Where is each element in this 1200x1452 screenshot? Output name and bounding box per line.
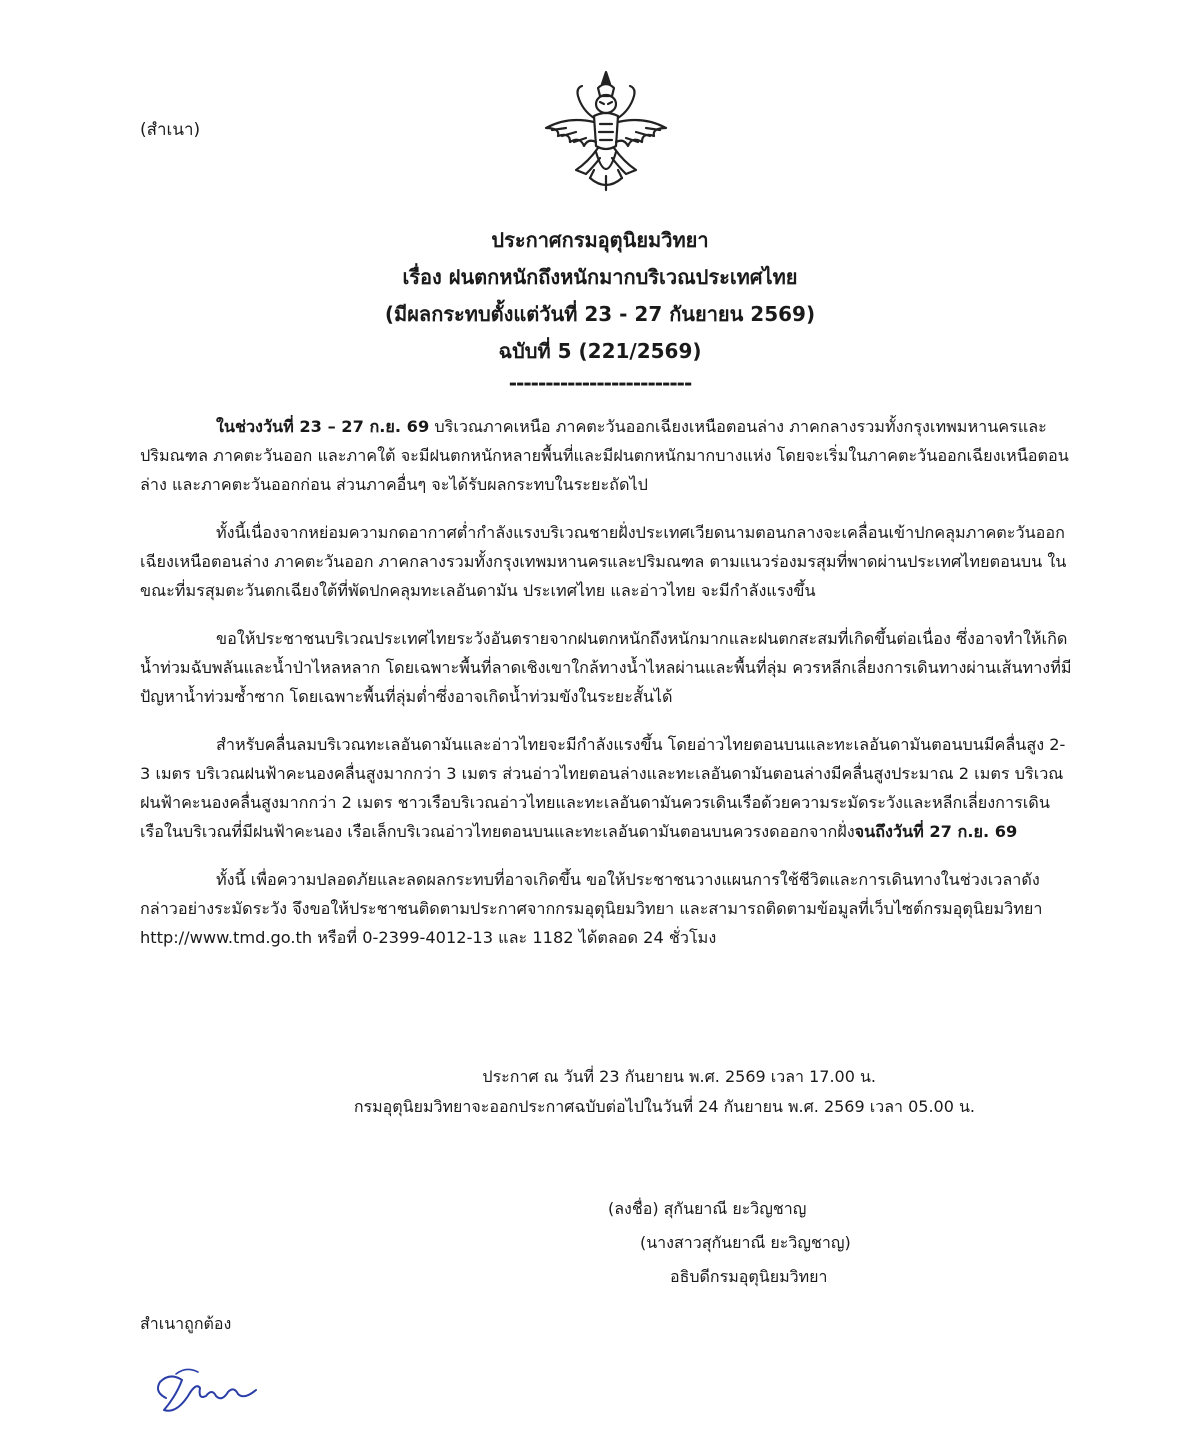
paragraph-1: [140, 412, 1072, 499]
paragraph-4-text: สำหรับคลื่นลมบริเวณทะเลอันดามันและอ่าวไทยจะมีกำลังแรงขึ้น โดยอ่าวไทยตอนบนและทะเลอันดามันตอนบนมีคลื่นสูง 2-3 เมตร บริเวณฝนฟ้าคะนองคลื่นสูงมากกว่า 3 เมตร ส่วนอ่าวไทยตอนล่างและทะเลอันดามันตอนล่างมีคลื่นสูงประมาณ 2 เมตร บริเวณฝนฟ้าคะนองคลื่นสูงมากกว่า 2 เมตร ชาวเรือบริเวณอ่าวไทยและทะเลอันดามันควรเดินเรือด้วยความระมัดระวังและหลีกเลี่ยงการเดินเรือในบริเวณที่มีฝนฟ้าคะนอง เรือเล็กบริเวณอ่าวไทยตอนบนและทะเลอันดามันตอนบนควรงดออกจากฝั่ง: [140, 735, 1066, 841]
certified-copy-label: สำเนาถูกต้อง: [140, 1314, 232, 1333]
signatory-position: อธิบดีกรมอุตุนิยมวิทยา: [670, 1267, 828, 1286]
next-issue-notice: กรมอุตุนิยมวิทยาจะออกประกาศฉบับต่อไปในวันที่ 24 กันยายน พ.ศ. 2569 เวลา 05.00 น.: [353, 1097, 975, 1116]
announcement-period: (มีผลกระทบตั้งแต่วันที่ 23 - 27 กันยายน 2569): [384, 302, 816, 326]
handwritten-signature-icon: [146, 1352, 266, 1432]
signature-block: [608, 1192, 851, 1294]
paragraph-4: [140, 730, 1072, 846]
copy-mark: (สำเนา): [140, 120, 201, 140]
signatory-full-name: (นางสาวสุกันยาณี ยะวิญชาญ): [640, 1233, 851, 1252]
garuda-emblem-icon: [538, 66, 674, 196]
paragraph-5: ทั้งนี้ เพื่อความปลอดภัยและลดผลกระทบที่อาจเกิดขึ้น ขอให้ประชาชนวางแผนการใช้ชีวิตและการเดินทางในช่วงเวลาดังกล่าวอย่างระมัดระวัง จึงขอให้ประชาชนติดตามประกาศจากกรมอุตุนิยมวิทยา และสามารถติดตามข้อมูลที่เว็บไซต์กรมอุตุนิยมวิทยา http://www.tmd.go.th หรือที่ 0-2399-4012-13 และ 1182 ได้ตลอด 24 ชั่วโมง: [140, 870, 1043, 947]
announcement-header: [0, 222, 1200, 396]
paragraph-4-until: จนถึงวันที่ 27 ก.ย. 69: [854, 822, 1018, 841]
header-rule: -------------------------: [508, 371, 692, 395]
paragraph-1-period: ในช่วงวันที่ 23 – 27 ก.ย. 69: [216, 417, 430, 436]
signed-line: (ลงชื่อ) สุกันยาณี ยะวิญชาญ: [608, 1199, 807, 1218]
paragraph-2: ทั้งนี้เนื่องจากหย่อมความกดอากาศต่ำกำลังแรงบริเวณชายฝั่งประเทศเวียดนามตอนกลางจะเคลื่อนเข้าปกคลุมภาคตะวันออกเฉียงเหนือตอนล่าง ภาคตะวันออก ภาคกลางรวมทั้งกรุงเทพมหานครและปริมณฑล ตามแนวร่องมรสุมที่พาดผ่านประเทศไทยตอนบน ในขณะที่มรสุมตะวันตกเฉียงใต้ที่พัดปกคลุมทะเลอันดามัน ประเทศไทย และอ่าวไทย จะมีกำลังแรงขึ้น: [140, 523, 1067, 600]
paragraph-3: ขอให้ประชาชนบริเวณประเทศไทยระวังอันตรายจากฝนตกหนักถึงหนักมากและฝนตกสะสมที่เกิดขึ้นต่อเนื่อง ซึ่งอาจทำให้เกิดน้ำท่วมฉับพลันและน้ำป่าไหลหลาก โดยเฉพาะพื้นที่ลาดเชิงเขาใกล้ทางน้ำไหลผ่านและพื้นที่ลุ่ม ควรหลีกเลี่ยงการเดินทางผ่านเส้นทางที่มีปัญหาน้ำท่วมซ้ำซาก โดยเฉพาะพื้นที่ลุ่มต่ำซึ่งอาจเกิดน้ำท่วมขังในระยะสั้นได้: [140, 629, 1072, 706]
announcement-issue: ฉบับที่ 5 (221/2569): [498, 339, 702, 363]
announcement-title: ประกาศกรมอุตุนิยมวิทยา: [491, 228, 709, 252]
announcement-dateline: ประกาศ ณ วันที่ 23 กันยายน พ.ศ. 2569 เวลา 17.00 น.: [482, 1067, 876, 1086]
paragraph-1-text: บริเวณภาคเหนือ ภาคตะวันออกเฉียงเหนือตอนล่าง ภาคกลางรวมทั้งกรุงเทพมหานครและปริมณฑล ภาคตะวันออก และภาคใต้ จะมีฝนตกหนักหลายพื้นที่และมีฝนตกหนักมากบางแห่ง โดยจะเริ่มในภาคตะวันออกเฉียงเหนือตอนล่าง และภาคตะวันออกก่อน ส่วนภาคอื่นๆ จะได้รับผลกระทบในระยะถัดไป: [140, 417, 1069, 494]
announcement-body: [140, 412, 1072, 971]
announcement-subject: เรื่อง ฝนตกหนักถึงหนักมากบริเวณประเทศไทย: [402, 265, 798, 289]
